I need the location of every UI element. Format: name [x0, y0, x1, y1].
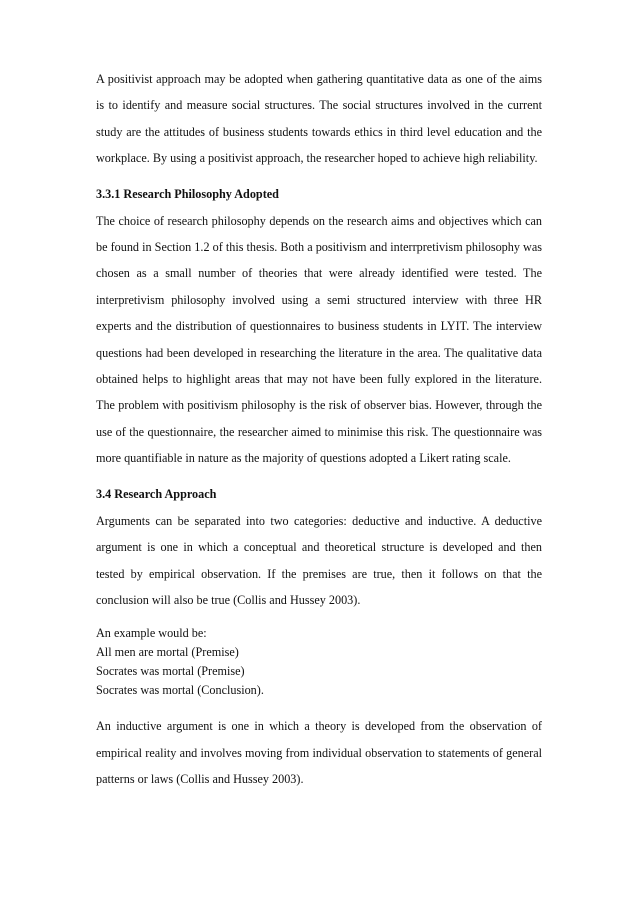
spacer	[96, 613, 542, 624]
document-page	[96, 66, 542, 793]
example-intro: An example would be:	[96, 626, 207, 641]
spacer	[96, 172, 542, 185]
example-block	[96, 624, 542, 700]
spacer	[96, 700, 542, 713]
example-line: Socrates was mortal (Conclusion).	[96, 683, 264, 698]
research-approach-paragraph: Arguments can be separated into two categories: deductive and inductive. A deductive argument is one in which a conceptual and theoretical structure is developed and then tested by empirical observation. If the premises are true, then it follows on that the conclusion will also be true (Collis and Hussey 2003).	[96, 513, 542, 607]
section-heading-research-philosophy-adopted: 3.3.1 Research Philosophy Adopted	[96, 186, 279, 201]
intro-paragraph: A positivist approach may be adopted when gathering quantitative data as one of the aims is to identify and measure social structures. The social structures involved in the current study are the attitudes of business students towards ethics in third level education and the workplace. By using a positivist approach, the researcher hoped to achieve high reliability.	[96, 72, 542, 166]
research-philosophy-paragraph: The choice of research philosophy depends on the research aims and objectives which can be found in Section 1.2 of this thesis. Both a positivism and interrpretivism philosophy was chosen as a small number of theories that were already identified were tested. The interpretivism philosophy involved using a semi structured interview with three HR experts and the distribution of questionnaires to business students in LYIT. The interview questions had been developed in researching the literature in the area. The qualitative data obtained helps to highlight areas that may not have been fully explored in the literature. The problem with positivism philosophy is the risk of observer bias. However, through the use of the questionnaire, the researcher aimed to minimise this risk. The questionnaire was more quantifiable in nature as the majority of questions adopted a Likert rating scale.	[96, 213, 542, 466]
spacer	[96, 472, 542, 485]
example-line: Socrates was mortal (Premise)	[96, 664, 245, 679]
inductive-argument-paragraph: An inductive argument is one in which a theory is developed from the observation of empirical reality and involves moving from individual observation to statements of general patterns or laws (Collis and Hussey 2003).	[96, 719, 542, 787]
section-heading-research-approach: 3.4 Research Approach	[96, 486, 217, 501]
example-line: All men are mortal (Premise)	[96, 645, 239, 660]
